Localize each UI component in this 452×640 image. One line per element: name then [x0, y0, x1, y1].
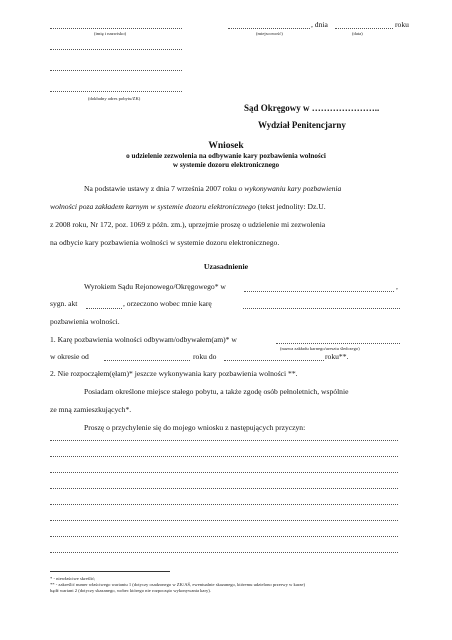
reason-line-6[interactable]: [50, 520, 398, 521]
name-caption: (imię i nazwisko): [94, 31, 127, 36]
sentence-label: , orzeczono wobec mnie karę: [123, 299, 212, 308]
comma-1: ,: [396, 282, 398, 291]
intro-line-3: z 2008 roku, Nr 172, poz. 1069 z późn. zm.), uprzejmie proszę o udzielenie mi zezwolenia: [50, 220, 326, 229]
case-number-field[interactable]: [86, 308, 122, 309]
footnote-3: bądź wariant 2 (dotyczy skazanego, wobec którego nie rozpoczęto wykonywania kary).: [50, 588, 211, 593]
place-caption: (miejscowość): [256, 31, 283, 36]
reason-line-3[interactable]: [50, 472, 398, 473]
reason-line-7[interactable]: [50, 536, 398, 537]
period-end-label: roku**.: [325, 352, 349, 361]
period-from-label: w okresie od: [50, 352, 89, 361]
residence-line-1: Posiadam określone miejsce stałego pobytu, a także zgodę osób pełnoletnich, wspólnie: [84, 387, 349, 396]
reason-line-1[interactable]: [50, 440, 398, 441]
justification-heading: Uzasadnienie: [203, 262, 249, 271]
prison-name-caption: (nazwa zakładu karnego/aresztu śledczego): [280, 346, 360, 351]
name-field-line[interactable]: [50, 28, 182, 29]
court-name: Sąd Okręgowy w …………………..: [244, 103, 380, 113]
document-subtitle-1: o udzielenie zezwolenia na odbywanie kary pozbawienia wolności: [126, 152, 326, 160]
document-title: Wniosek: [208, 141, 244, 151]
address-line-2[interactable]: [50, 70, 182, 71]
court-location-field[interactable]: [244, 291, 394, 292]
option-1-line: 1. Karę pozbawienia wolności odbywam/odbywałem(am)* w: [50, 335, 237, 344]
place-field-line[interactable]: [228, 28, 310, 29]
intro-act-title-part1: o wykonywaniu kary pozbawienia: [238, 184, 342, 193]
footnote-divider: [50, 571, 170, 572]
period-to-label: roku do: [193, 352, 217, 361]
residence-line-2: ze mną zamieszkujących*.: [50, 405, 132, 414]
period-from-field[interactable]: [104, 360, 190, 361]
reason-line-8[interactable]: [50, 552, 398, 553]
footnote-2: ** - zakreślić numer właściwego wariantu 1 (dotyczy osadzonego w ZK/AŚ, ewentualnie skazanego, któremu udzielono przerwy w karze): [50, 582, 305, 587]
reason-line-5[interactable]: [50, 504, 398, 505]
dnia-label: , dnia: [311, 20, 328, 29]
date-caption: (data): [352, 31, 363, 36]
intro-line-2-text: (tekst jednolity: Dz.U.: [255, 202, 326, 211]
sentence-field[interactable]: [243, 308, 400, 309]
reason-line-4[interactable]: [50, 488, 398, 489]
address-line-3[interactable]: [50, 91, 182, 92]
address-caption: (dokładny adres pobytu/ZK): [88, 96, 141, 101]
period-to-field[interactable]: [224, 360, 324, 361]
option-2-line: 2. Nie rozpocząłem(ęłam)* jeszcze wykonywania kary pozbawienia wolności **.: [50, 369, 298, 378]
footnote-1: * - niewłaściwe skreślić;: [50, 576, 96, 581]
court-department: Wydział Penitencjarny: [258, 120, 346, 130]
date-field-line[interactable]: [335, 28, 393, 29]
intro-line-2: [50, 203, 326, 211]
document-subtitle-2: w systemie dozoru elektronicznego: [172, 161, 280, 169]
intro-line-1: [84, 185, 341, 193]
intro-line-1-text: Na podstawie ustawy z dnia 7 września 2007 roku: [84, 184, 239, 193]
address-line-1[interactable]: [50, 49, 182, 50]
prison-name-field[interactable]: [276, 343, 400, 344]
roku-label: roku: [395, 20, 409, 29]
verdict-line-3: pozbawienia wolności.: [50, 317, 120, 326]
case-number-label: sygn. akt: [50, 299, 78, 308]
verdict-line-1: Wyrokiem Sądu Rejonowego/Okręgowego* w: [84, 282, 226, 291]
intro-act-title-part2: wolności poza zakładem karnym w systemie dozoru elektronicznego: [50, 202, 256, 211]
intro-line-4: na odbycie kary pozbawienia wolności w systemie dozoru elektronicznego.: [50, 238, 280, 247]
reasons-intro: Proszę o przychylenie się do mojego wniosku z następujących przyczyn:: [84, 423, 306, 432]
reason-line-2[interactable]: [50, 456, 398, 457]
